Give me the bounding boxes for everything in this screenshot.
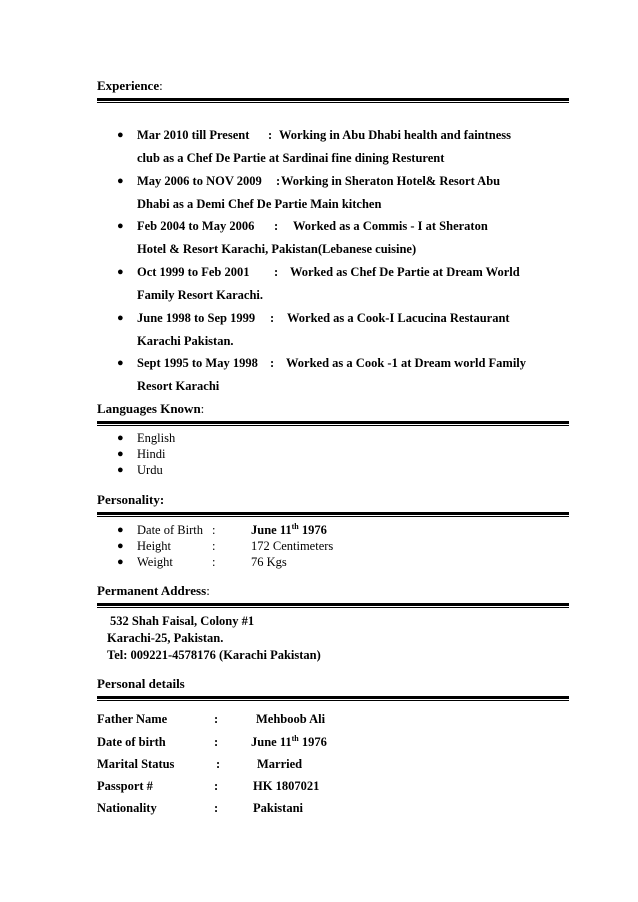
detail-value: HK 1807021 bbox=[253, 779, 320, 793]
experience-date: May 2006 to NOV 2009 bbox=[137, 174, 262, 188]
experience-date: Mar 2010 till Present bbox=[137, 128, 250, 142]
bullet-icon: ● bbox=[117, 464, 124, 476]
personality-value: 76 Kgs bbox=[251, 555, 287, 569]
detail-separator: : bbox=[214, 801, 219, 815]
bullet-icon: ● bbox=[117, 540, 124, 552]
detail-value: Pakistani bbox=[253, 801, 304, 815]
experience-separator: : bbox=[268, 128, 273, 142]
experience-date: Feb 2004 to May 2006 bbox=[137, 219, 255, 233]
experience-date: June 1998 to Sep 1999 bbox=[137, 311, 256, 325]
detail-value: June 11th 1976 bbox=[251, 733, 327, 749]
experience-description: Worked as a Cook-I Lacucina Restaurant bbox=[287, 311, 510, 325]
personality-separator: : bbox=[212, 539, 216, 553]
address-line: Tel: 009221-4578176 (Karachi Pakistan) bbox=[107, 648, 321, 662]
experience-description-cont: Family Resort Karachi. bbox=[137, 288, 264, 302]
experience-description-cont: Hotel & Resort Karachi, Pakistan(Lebanese cuisine) bbox=[137, 242, 417, 256]
experience-separator: : bbox=[270, 311, 275, 325]
experience-separator: : bbox=[274, 265, 279, 279]
experience-separator: : bbox=[274, 219, 279, 233]
experience-description-cont: Dhabi as a Demi Chef De Partie Main kitchen bbox=[137, 197, 382, 211]
experience-description: Worked as Chef De Partie at Dream World bbox=[290, 265, 520, 279]
experience-separator: : bbox=[270, 356, 275, 370]
personality-heading: Personality: bbox=[97, 492, 165, 507]
detail-value: Mehboob Ali bbox=[256, 712, 326, 726]
section-rule bbox=[97, 98, 569, 103]
bullet-icon: ● bbox=[117, 357, 124, 369]
experience-description: Worked as a Cook -1 at Dream world Family bbox=[286, 356, 527, 370]
language-item: English bbox=[137, 431, 176, 445]
language-item: Hindi bbox=[137, 447, 166, 461]
experience-description-cont: Karachi Pakistan. bbox=[137, 334, 234, 348]
bullet-icon: ● bbox=[117, 312, 124, 324]
detail-value: Married bbox=[257, 757, 303, 771]
experience-separator: : bbox=[276, 174, 281, 188]
bullet-icon: ● bbox=[117, 220, 124, 232]
personality-label: Weight bbox=[137, 555, 173, 569]
bullet-icon: ● bbox=[117, 556, 124, 568]
detail-label: Date of birth bbox=[97, 735, 166, 749]
bullet-icon: ● bbox=[117, 175, 124, 187]
detail-label: Marital Status bbox=[97, 757, 175, 771]
personality-label: Date of Birth bbox=[137, 523, 203, 537]
experience-description: Working in Sheraton Hotel& Resort Abu bbox=[281, 174, 501, 188]
language-item: Urdu bbox=[137, 463, 163, 477]
languages-heading: Languages Known: bbox=[97, 401, 205, 416]
personal-details-heading: Personal details bbox=[97, 676, 185, 691]
detail-label: Father Name bbox=[97, 712, 168, 726]
experience-date: Sept 1995 to May 1998 bbox=[137, 356, 258, 370]
detail-separator: : bbox=[214, 779, 219, 793]
bullet-icon: ● bbox=[117, 432, 124, 444]
section-rule bbox=[97, 512, 569, 517]
section-rule bbox=[97, 603, 569, 608]
experience-description-cont: Resort Karachi bbox=[137, 379, 220, 393]
personality-label: Height bbox=[137, 539, 172, 553]
detail-separator: : bbox=[214, 712, 219, 726]
detail-label: Passport # bbox=[97, 779, 153, 793]
bullet-icon: ● bbox=[117, 129, 124, 141]
experience-description: Working in Abu Dhabi health and faintness bbox=[279, 128, 512, 142]
address-heading: Permanent Address: bbox=[97, 583, 210, 598]
detail-label: Nationality bbox=[97, 801, 157, 815]
experience-description: Worked as a Commis - I at Sheraton bbox=[293, 219, 488, 233]
experience-description-cont: club as a Chef De Partie at Sardinai fine dining Resturent bbox=[137, 151, 445, 165]
personality-separator: : bbox=[212, 555, 216, 569]
personality-separator: : bbox=[212, 523, 216, 537]
section-rule bbox=[97, 696, 569, 701]
personality-value: June 11th 1976 bbox=[251, 521, 327, 537]
personality-value: 172 Centimeters bbox=[251, 539, 334, 553]
bullet-icon: ● bbox=[117, 524, 124, 536]
experience-date: Oct 1999 to Feb 2001 bbox=[137, 265, 250, 279]
section-rule bbox=[97, 421, 569, 426]
address-line: 532 Shah Faisal, Colony #1 bbox=[110, 614, 255, 628]
address-line: Karachi-25, Pakistan. bbox=[107, 631, 224, 645]
bullet-icon: ● bbox=[117, 266, 124, 278]
bullet-icon: ● bbox=[117, 448, 124, 460]
detail-separator: : bbox=[216, 757, 221, 771]
detail-separator: : bbox=[214, 735, 219, 749]
experience-heading: Experience: bbox=[97, 78, 163, 93]
